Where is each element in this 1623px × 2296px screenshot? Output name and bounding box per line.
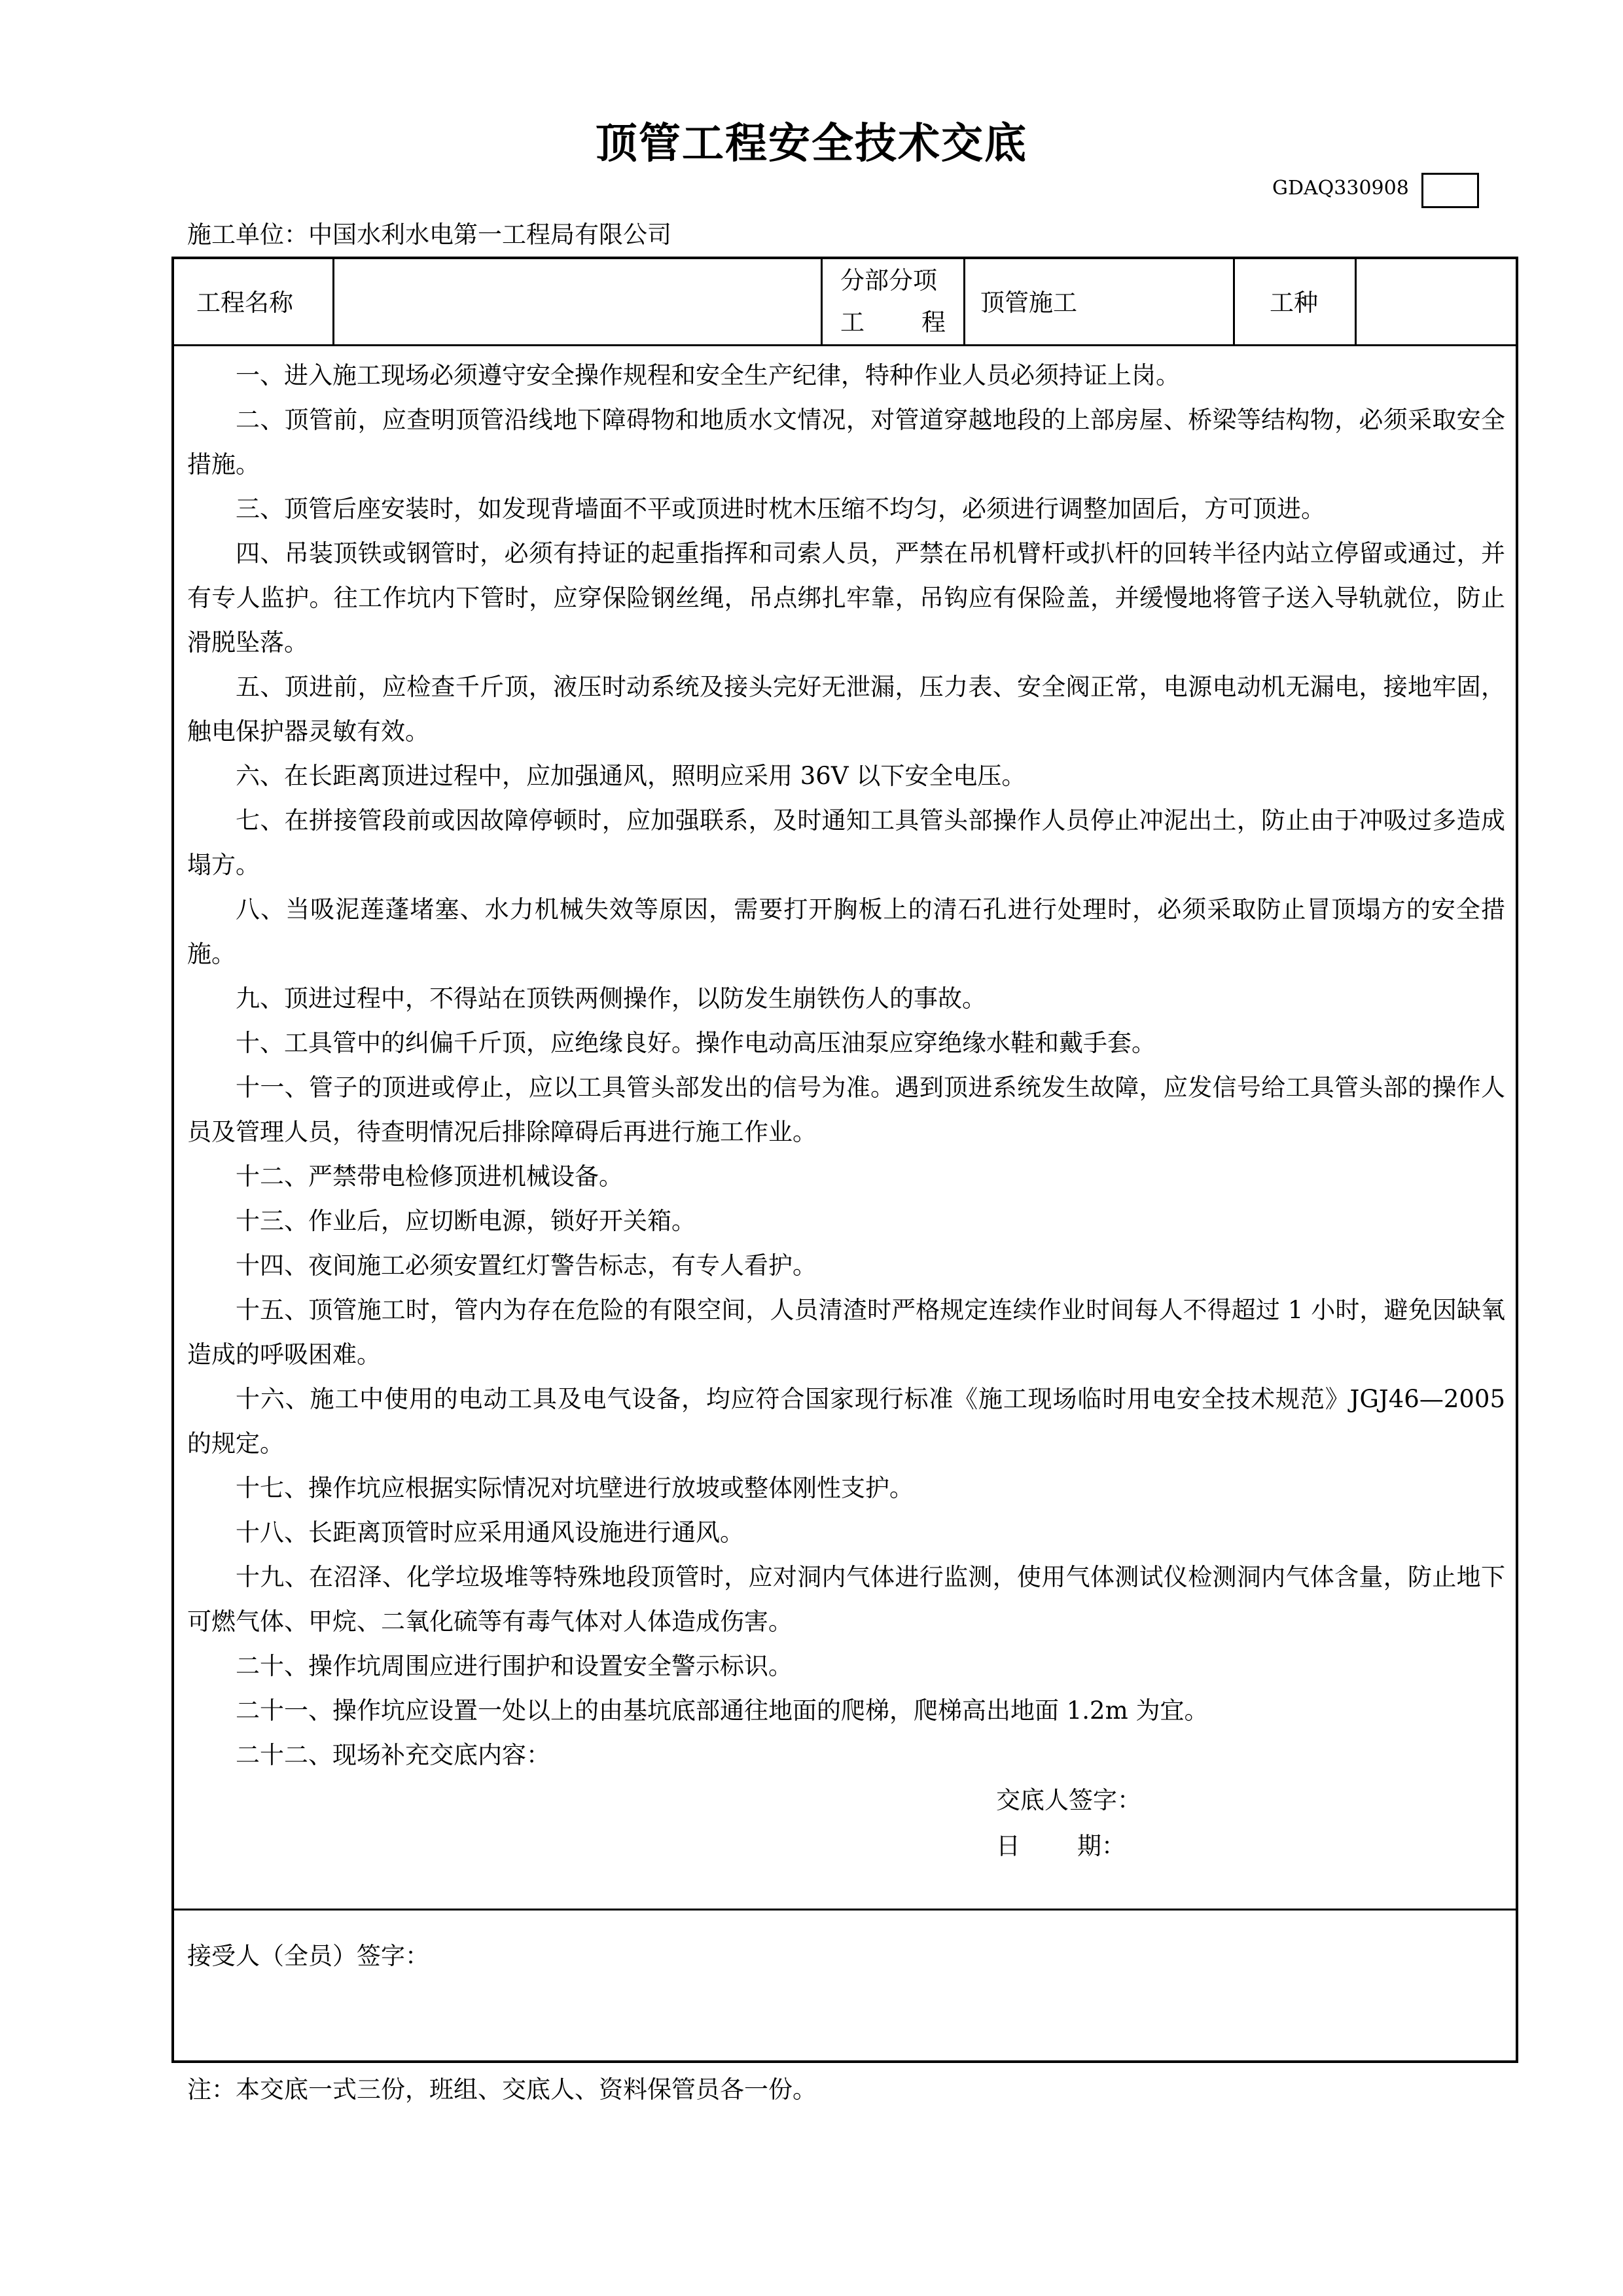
receiver-top-rule	[171, 1909, 1518, 1910]
disclosure-item: 十三、作业后，应切断电源，锁好开关箱。	[236, 1207, 696, 1235]
construction-unit: 施工单位：中国水利水电第一工程局有限公司	[187, 221, 671, 249]
header-divider	[1355, 257, 1357, 346]
disclosure-item: 十四、夜间施工必须安置红灯警告标志，有专人看护。	[236, 1251, 817, 1280]
disclosure-items	[187, 353, 1505, 1778]
disclosure-item: 六、在长距离顶进过程中，应加强通风，照明应采用 36V 以下安全电压。	[236, 762, 1026, 790]
disclosure-item: 五、顶进前，应检查千斤顶，液压时动系统及接头完好无泄漏，压力表、安全阀正常，电源电动机无漏电，接地牢固，触电保护器灵敏有效。	[187, 673, 1505, 745]
disclosure-item: 二十二、现场补充交底内容：	[236, 1741, 550, 1769]
disclosure-item: 十二、严禁带电检修顶进机械设备。	[236, 1162, 623, 1191]
disclosure-item: 八、当吸泥莲蓬堵塞、水力机械失效等原因，需要打开胸板上的清石孔进行处理时，必须采取防止冒顶塌方的安全措施。	[187, 895, 1505, 968]
header-divider	[963, 257, 965, 346]
division-label-line2-a: 工	[840, 308, 865, 336]
disclosure-item: 二十一、操作坑应设置一处以上的由基坑底部通往地面的爬梯，爬梯高出地面 1.2m 为宜。	[236, 1696, 1209, 1725]
code-suffix-box[interactable]	[1421, 173, 1479, 208]
disclosure-item: 十五、顶管施工时，管内为存在危险的有限空间，人员清渣时严格规定连续作业时间每人不得超过 1 小时，避免因缺氧造成的呼吸困难。	[187, 1296, 1505, 1369]
disclosure-item: 九、顶进过程中，不得站在顶铁两侧操作，以防发生崩铁伤人的事故。	[236, 984, 986, 1013]
disclosure-item: 二十、操作坑周围应进行围护和设置安全警示标识。	[236, 1652, 793, 1680]
disclosure-item: 十九、在沼泽、化学垃圾堆等特殊地段顶管时，应对洞内气体进行监测，使用气体测试仪检测洞内气体含量，防止地下可燃气体、甲烷、二氧化硫等有毒气体对人体造成伤害。	[187, 1563, 1505, 1636]
project-name-label: 工程名称	[196, 289, 293, 317]
disclosure-item: 四、吊装顶铁或钢管时，必须有持证的起重指挥和司索人员，严禁在吊机臂杆或扒杆的回转半径内站立停留或通过，并有专人监护。往工作坑内下管时，应穿保险钢丝绳，吊点绑扎牢靠，吊钩应有保险盖，并缓慢地将管子送入导轨就位，防止滑脱坠落。	[187, 539, 1505, 656]
disclosure-item: 十七、操作坑应根据实际情况对坑壁进行放坡或整体刚性支护。	[236, 1474, 914, 1502]
footnote: 注：本交底一式三份，班组、交底人、资料保管员各一份。	[187, 2075, 817, 2104]
division-label-line2-b: 程	[921, 308, 946, 336]
document-code: GDAQ330908	[1272, 177, 1409, 200]
header-bottom-rule	[171, 344, 1518, 346]
disclosure-item: 二、顶管前，应查明顶管沿线地下障碍物和地质水文情况，对管道穿越地段的上部房屋、桥梁等结构物，必须采取安全措施。	[187, 406, 1505, 478]
date-label-a: 日	[996, 1832, 1020, 1860]
header-divider	[332, 257, 334, 346]
discloser-signature-label: 交底人签字：	[996, 1786, 1141, 1814]
disclosure-item: 十八、长距离顶管时应采用通风设施进行通风。	[236, 1518, 744, 1547]
disclosure-item: 一、进入施工现场必须遵守安全操作规程和安全生产纪律，特种作业人员必须持证上岗。	[236, 361, 1180, 389]
disclosure-item: 十一、管子的顶进或停止，应以工具管头部发出的信号为准。遇到顶进系统发生故障，应发信号给工具管头部的操作人员及管理人员，待查明情况后排除障碍后再进行施工作业。	[187, 1073, 1505, 1146]
disclosure-item: 十六、施工中使用的电动工具及电气设备，均应符合国家现行标准《施工现场临时用电安全技术规范》JGJ46—2005 的规定。	[187, 1385, 1505, 1458]
receiver-signature-label: 接受人（全员）签字：	[187, 1942, 429, 1970]
date-label-b: 期：	[1077, 1832, 1126, 1860]
division-value[interactable]: 顶管施工	[980, 289, 1077, 317]
trade-label: 工种	[1270, 289, 1318, 317]
header-divider	[821, 257, 823, 346]
disclosure-item: 七、在拼接管段前或因故障停顿时，应加强联系，及时通知工具管头部操作人员停止冲泥出土，防止由于冲吸过多造成塌方。	[187, 806, 1505, 879]
disclosure-item: 三、顶管后座安装时，如发现背墙面不平或顶进时枕木压缩不均匀，必须进行调整加固后，方可顶进。	[236, 495, 1325, 523]
header-divider	[1233, 257, 1235, 346]
document-title: 顶管工程安全技术交底	[596, 120, 1027, 168]
division-label-line1: 分部分项	[840, 266, 937, 295]
disclosure-item: 十、工具管中的纠偏千斤顶，应绝缘良好。操作电动高压油泵应穿绝缘水鞋和戴手套。	[236, 1029, 1156, 1057]
